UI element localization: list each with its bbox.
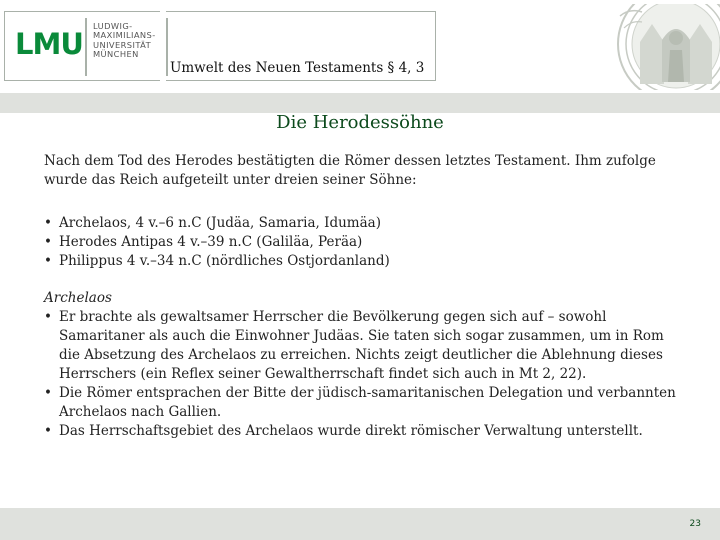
lmu-logo-words: LUDWIG- MAXIMILIANS- UNIVERSITÄT MÜNCHEN [93,21,156,60]
archelaos-points-list [44,308,684,441]
list-item: • Archelaos, 4 v.–6 n.C (Judäa, Samaria, Idumäa) [44,214,694,233]
list-item: • Philippus 4 v.–34 n.C (nördliches Ostjordanland) [44,252,694,271]
archelaos-list-container [44,308,684,441]
slide-header [0,0,720,93]
lmu-logo [4,11,160,81]
subheader-band [0,93,720,113]
page-number: 23 [689,519,701,529]
lmu-logo-mark: LMU [15,27,83,61]
list-item: • Die Römer entsprachen der Bitte der jüdisch-samaritanischen Delegation und verbannten Archelaos nach Gallien. [44,384,684,422]
list-item: • Herodes Antipas 4 v.–39 n.C (Galiläa, Peräa) [44,233,694,252]
slide-footer [0,508,720,540]
archelaos-heading: Archelaos [44,290,112,306]
intro-paragraph: Nach dem Tod des Herodes bestätigten die Römer dessen letztes Testament. Ihm zufolge wurde das Reich aufgeteilt unter dreien seiner Söhne: [44,153,656,188]
logo-divider [85,18,87,76]
sons-list [44,214,694,271]
course-title: Umwelt des Neuen Testaments § 4, 3 [170,60,425,76]
sons-list-container [44,214,694,271]
list-item: • Er brachte als gewaltsamer Herrscher die Bevölkerung gegen sich auf – sowohl Samaritaner als auch die Einwohner Judäas. Sie taten sich sogar zusammen, um in Rom die Absetzung des Archelaos zu erreichen. Nichts zeigt deutlicher die Ablehnung dieses Herrschers (ein Reflex seiner Gewaltherrschaft findet sich auch in Mt 2, 22). [44,308,684,384]
slide-title: Die Herodessöhne [276,112,444,133]
seal-drawing [590,4,720,90]
university-seal-image [590,4,720,90]
list-item: • Das Herrschaftsgebiet des Archelaos wurde direkt römischer Verwaltung unterstellt. [44,422,684,441]
title-box-divider [166,18,168,76]
course-title-box [166,11,436,81]
